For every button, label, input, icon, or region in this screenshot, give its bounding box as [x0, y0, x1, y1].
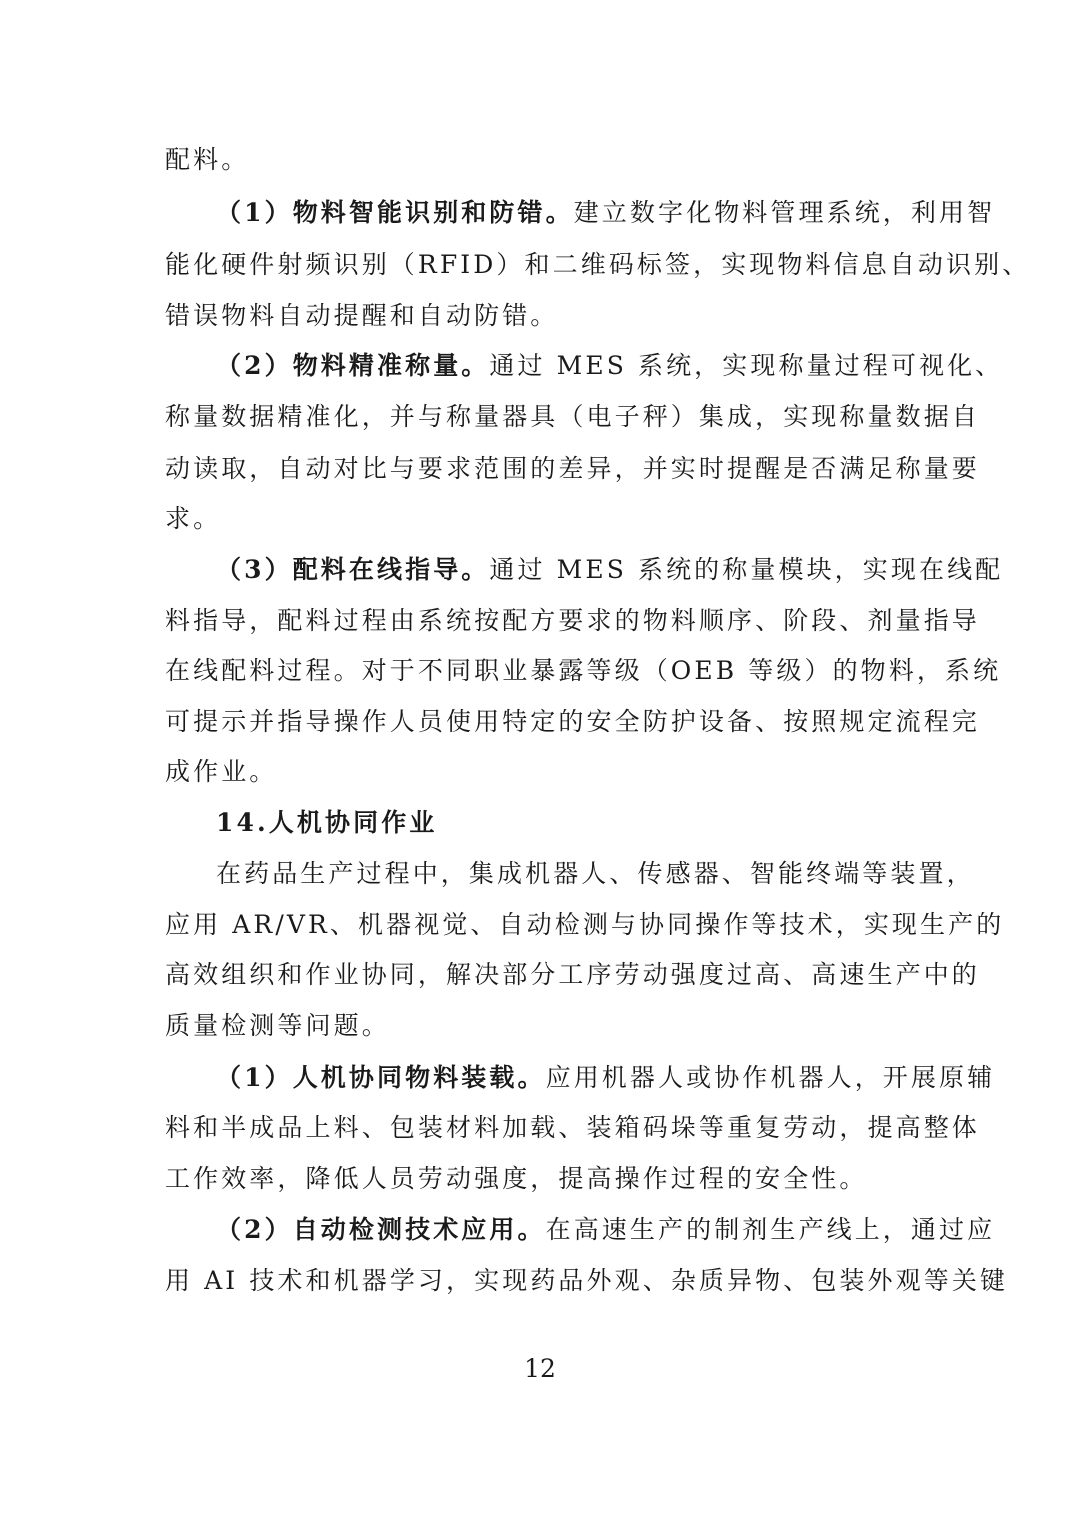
text-line: [165, 910, 1004, 940]
page-number: 12: [524, 1354, 556, 1383]
text-line: [165, 1164, 868, 1194]
text-line: [165, 145, 249, 175]
text-line: [165, 1266, 1008, 1296]
section-heading: [216, 808, 437, 838]
paragraph-lead: （2）自动检测技术应用。: [216, 1215, 546, 1244]
text-line: [165, 454, 980, 484]
text-line-body: 能化硬件射频识别（RFID）和二维码标签，实现物料信息自动识别、: [165, 250, 1031, 279]
text-line: [165, 960, 980, 990]
paragraph-first-line: [216, 198, 995, 228]
text-line-body: 用 AI 技术和机器学习，实现药品外观、杂质异物、包装外观等关键: [165, 1266, 1009, 1295]
text-line: [165, 1011, 390, 1041]
text-line-body: 可提示并指导操作人员使用特定的安全防护设备、按照规定流程完: [165, 707, 980, 736]
paragraph-lead: （1）人机协同物料装载。: [216, 1063, 546, 1092]
text-line: [165, 1113, 980, 1143]
text-line-body: 料指导，配料过程由系统按配方要求的物料顺序、阶段、剂量指导: [165, 606, 980, 635]
text-line: [165, 250, 1030, 280]
text-line: [165, 504, 221, 534]
paragraph-text: 建立数字化物料管理系统，利用智: [573, 198, 996, 227]
text-line: [165, 656, 1001, 686]
text-line-body: 动读取，自动对比与要求范围的差异，并实时提醒是否满足称量要: [165, 454, 980, 483]
text-line-body: 在线配料过程。对于不同职业暴露等级（OEB 等级）的物料，系统: [165, 656, 1002, 685]
paragraph-text: 通过 MES 系统，实现称量过程可视化、: [489, 351, 1004, 380]
paragraph-text: 通过 MES 系统的称量模块，实现在线配: [489, 555, 1004, 584]
text-line: [165, 402, 980, 432]
text-line-body: 应用 AR/VR、机器视觉、自动检测与协同操作等技术，实现生产的: [165, 910, 1005, 939]
paragraph-lead: （3）配料在线指导。: [216, 555, 490, 584]
paragraph-first-line: [216, 351, 1003, 381]
text-line: [165, 606, 980, 636]
paragraph-first-line: [216, 555, 1003, 585]
text-line-body: 质量检测等问题。: [165, 1011, 390, 1040]
paragraph-text: 应用机器人或协作机器人，开展原辅: [545, 1063, 996, 1092]
paragraph-lead: （1）物料智能识别和防错。: [216, 198, 574, 227]
text-line-body: 成作业。: [165, 757, 278, 786]
text-line-body: 配料。: [165, 145, 250, 174]
text-line-body: 称量数据精准化，并与称量器具（电子秤）集成，实现称量数据自: [165, 402, 980, 431]
paragraph-first-line: [216, 859, 975, 889]
paragraph-lead: （2）物料精准称量。: [216, 351, 490, 380]
paragraph-text: 在药品生产过程中，集成机器人、传感器、智能终端等装置，: [216, 859, 975, 888]
paragraph-first-line: [216, 1063, 995, 1093]
text-line-body: 料和半成品上料、包装材料加载、装箱码垛等重复劳动，提高整体: [165, 1113, 980, 1142]
text-line-body: 高效组织和作业协同，解决部分工序劳动强度过高、高速生产中的: [165, 960, 980, 989]
paragraph-text: 在高速生产的制剂生产线上，通过应: [545, 1215, 996, 1244]
text-line-body: 工作效率，降低人员劳动强度，提高操作过程的安全性。: [165, 1164, 868, 1193]
text-line: [165, 707, 980, 737]
text-line: [165, 301, 558, 331]
text-line-body: 求。: [165, 504, 222, 533]
text-line-body: 错误物料自动提醒和自动防错。: [165, 301, 559, 330]
paragraph-first-line: [216, 1215, 995, 1245]
section-heading-text: 14.人机协同作业: [216, 808, 438, 837]
text-line: [165, 757, 277, 787]
